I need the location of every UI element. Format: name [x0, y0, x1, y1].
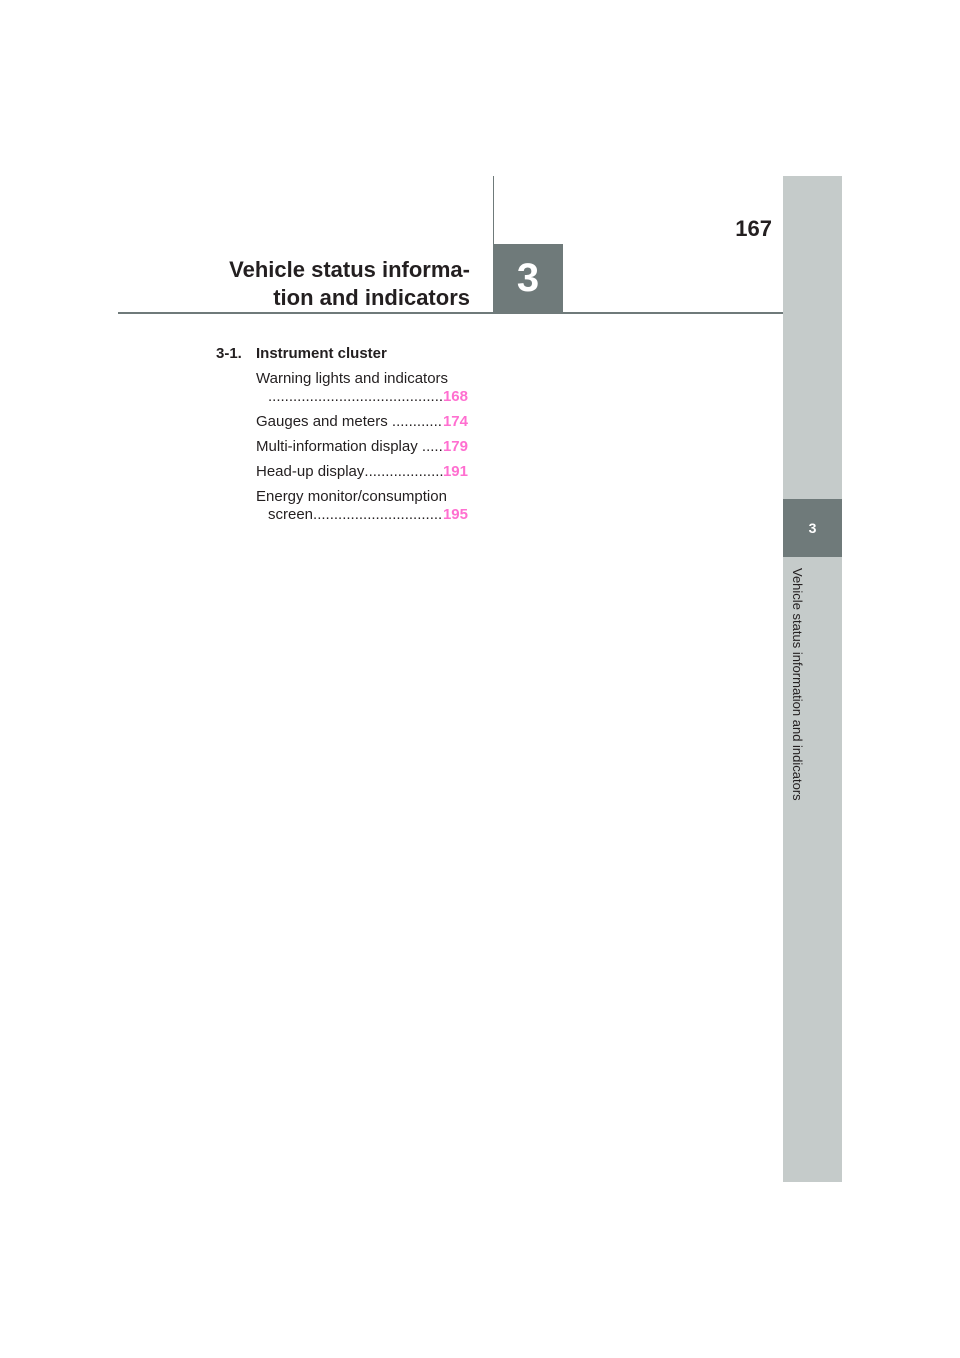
toc-entry-head-up-display[interactable]: [256, 463, 468, 481]
chapter-title-line2: tion and indicators: [273, 285, 470, 310]
entry-title: Gauges and meters: [256, 413, 388, 430]
entry-title-continued: screen: [268, 506, 314, 523]
section-title: Instrument cluster: [256, 345, 387, 362]
entry-title: Warning lights and indicators: [256, 370, 449, 387]
chapter-title: [229, 256, 470, 312]
table-of-contents: [216, 345, 468, 531]
dot-leader: [268, 388, 443, 406]
toc-entry-warning-lights[interactable]: [256, 370, 468, 406]
dot-leader: [422, 438, 443, 456]
entry-page-link[interactable]: 174: [442, 413, 468, 430]
entry-title: Multi-information display: [256, 438, 418, 455]
entry-page-link[interactable]: 195: [442, 506, 468, 523]
toc-entry-energy-monitor[interactable]: [256, 488, 468, 524]
header-rule: [118, 312, 783, 314]
entry-title: Energy monitor/consumption: [256, 488, 447, 505]
dot-leader: [392, 413, 443, 431]
toc-section-heading: [216, 345, 468, 363]
entry-page-link[interactable]: 179: [442, 438, 468, 455]
entry-page-link[interactable]: 191: [442, 463, 468, 480]
toc-entry-gauges-meters[interactable]: [256, 413, 468, 431]
chapter-title-line1: Vehicle status informa-: [229, 257, 470, 282]
toc-entry-multi-information-display[interactable]: [256, 438, 468, 456]
section-number: 3-1.: [216, 345, 242, 362]
side-tab-label[interactable]: Vehicle status information and indicators: [790, 568, 805, 801]
dot-leader: [364, 463, 443, 481]
dot-leader: [313, 506, 443, 524]
chapter-number-box: 3: [493, 244, 563, 313]
entry-page-link[interactable]: 168: [442, 388, 468, 405]
vertical-divider: [493, 176, 494, 244]
page-number: 167: [735, 216, 772, 241]
entry-title: Head-up display: [256, 463, 365, 480]
side-tab-chapter-number[interactable]: 3: [783, 499, 842, 557]
